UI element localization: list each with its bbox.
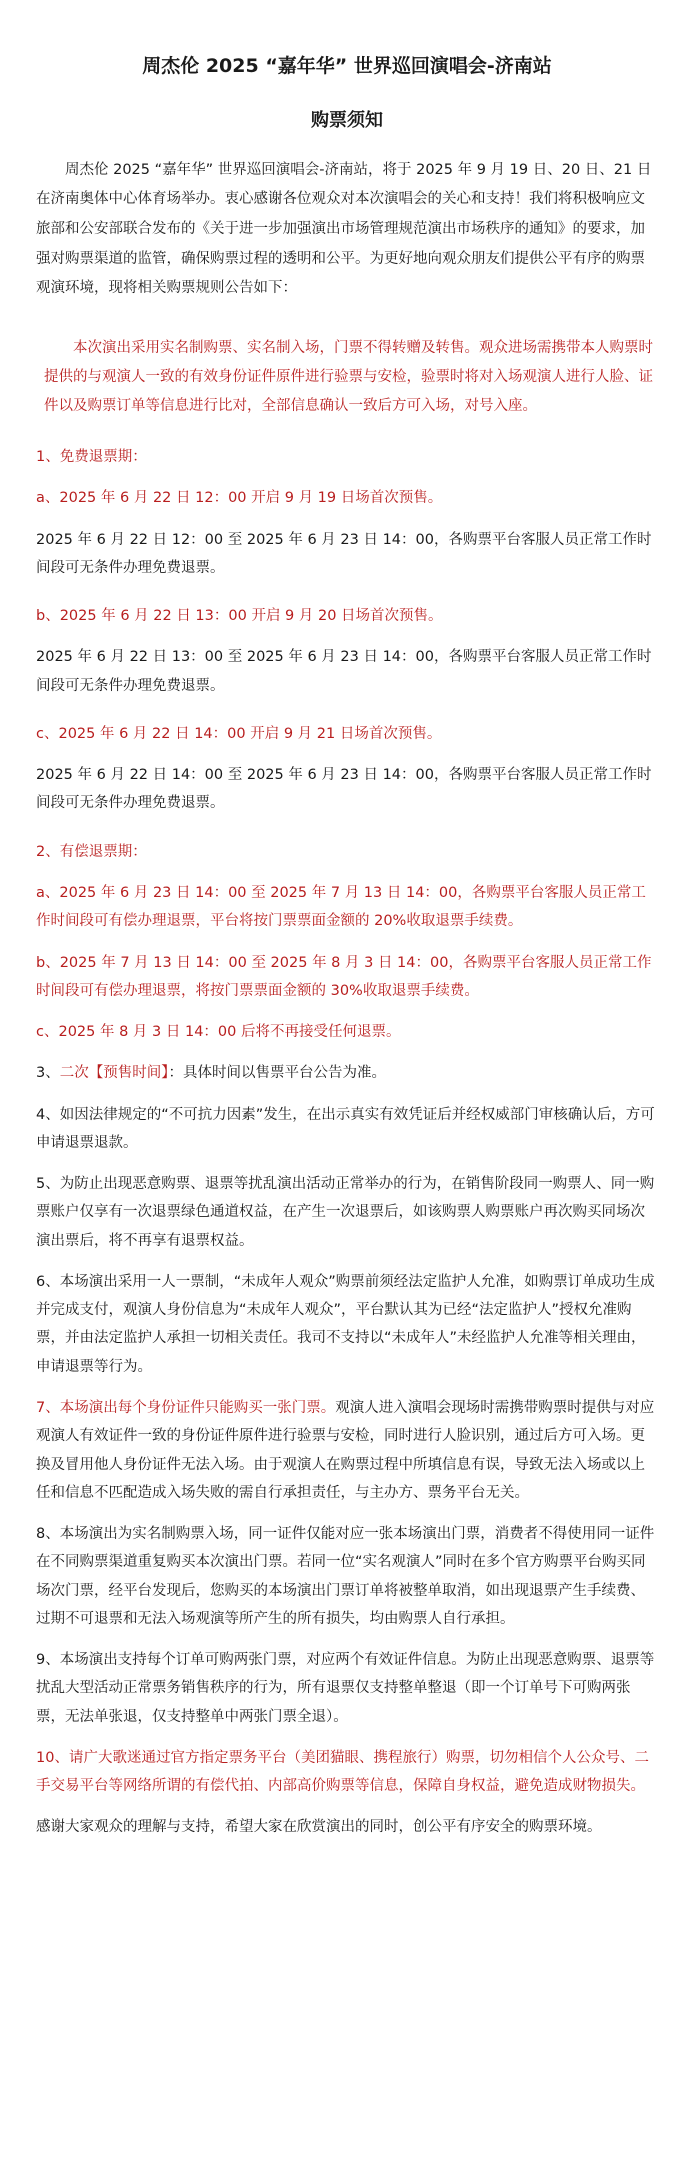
page-title: 周杰伦 2025 “嘉年华” 世界巡回演唱会-济南站 — [142, 55, 552, 77]
section-1-title: 1、免费退票期： — [36, 449, 147, 466]
section-10: 10、请广大歌迷通过官方指定票务平台（美团猫眼、携程旅行）购票，切勿相信个人公众号、二手交易平台等网络所谓的有偿代拍、内部高价购票等信息，保障自身权益，避免造成财物损失。 — [36, 1749, 649, 1795]
section-1c-body: 2025 年 6 月 22 日 14：00 至 2025 年 6 月 23 日 14：00，各购票平台客服人员正常工作时间段可无条件办理免费退票。 — [36, 767, 652, 812]
intro-paragraph: 周杰伦 2025 “嘉年华” 世界巡回演唱会-济南站，将于 2025 年 9 月 19 日、20 日、21 日在济南奥体中心体育场举办。衷心感谢各位观众对本次演唱会的关心和支持！我们将积极响应文旅部和公安部联合发布的《关于进一步加强演出市场管理规范演出市场秩序的通知》的要求，加强对购票渠道的监管，确保购票过程的透明和公平。为更好地向观众朋友们提供公平有序的购票观演环境，现将相关购票规则公告如下： — [36, 161, 652, 297]
section-2a: a、2025 年 6 月 23 日 14：00 至 2025 年 7 月 13 日 14：00，各购票平台客服人员正常工作时间段可有偿办理退票，平台将按门票票面金额的 20%收取退票手续费。 — [36, 885, 646, 930]
section-1a-title: a、2025 年 6 月 22 日 12：00 开启 9 月 19 日场首次预售。 — [36, 490, 443, 507]
section-3-rest: ：具体时间以售票平台公告为准。 — [168, 1065, 386, 1082]
page-subtitle: 购票须知 — [311, 109, 383, 131]
section-9: 9、本场演出支持每个订单可购两张门票，对应两个有效证件信息。为防止出现恶意购票、退票等扰乱大型活动正常票务销售秩序的行为，所有退票仅支持整单整退（即一个订单号下可购两张票，无法单张退，仅支持整单中两张门票全退）。 — [36, 1652, 655, 1725]
real-name-notice: 本次演出采用实名制购票、实名制入场，门票不得转赠及转售。观众进场需携带本人购票时提供的与观演人一致的有效身份证件原件进行验票与安检，验票时将对入场观演人进行人脸、证件以及购票订单等信息进行比对，全部信息确认一致后方可入场，对号入座。 — [44, 340, 653, 415]
section-4: 4、如因法律规定的“不可抗力因素”发生，在出示真实有效凭证后并经权威部门审核确认后，方可申请退票退款。 — [36, 1106, 655, 1151]
section-7-rest: 观演人进入演唱会现场时需携带购票时提供与对应观演人有效证件一致的身份证件原件进行验票与安检，同时进行人脸识别，通过后方可入场。更换及冒用他人身份证件无法入场。由于观演人在购票过程中所填信息有误，导致无法入场或以上任和信息不匹配造成入场失败的需自行承担责任，与主办方、票务平台无关。 — [36, 1400, 655, 1501]
section-2-title: 2、有偿退票期： — [36, 843, 147, 860]
section-2c: c、2025 年 8 月 3 日 14：00 后将不再接受任何退票。 — [36, 1024, 401, 1041]
section-3 — [36, 1059, 658, 1087]
section-2b: b、2025 年 7 月 13 日 14：00 至 2025 年 8 月 3 日 14：00，各购票平台客服人员正常工作时间段可有偿办理退票，将按门票票面金额的 30%收取退票手续费。 — [36, 954, 652, 999]
section-5: 5、为防止出现恶意购票、退票等扰乱演出活动正常举办的行为，在销售阶段同一购票人、同一购票账户仅享有一次退票绿色通道权益，在产生一次退票后，如该购票人购票账户再次购买同场次演出票后，将不再享有退票权益。 — [36, 1176, 655, 1249]
section-3-prefix: 3、 — [36, 1065, 60, 1082]
section-7 — [36, 1394, 658, 1507]
section-7-highlight: 7、本场演出每个身份证件只能购买一张门票。 — [36, 1400, 336, 1416]
section-1a-body: 2025 年 6 月 22 日 12：00 至 2025 年 6 月 23 日 14：00，各购票平台客服人员正常工作时间段可无条件办理免费退票。 — [36, 531, 652, 576]
section-3-highlight: 二次【预售时间】 — [59, 1065, 169, 1082]
closing-text: 感谢大家观众的理解与支持，希望大家在欣赏演出的同时，创公平有序安全的购票环境。 — [36, 1819, 602, 1836]
section-1b-body: 2025 年 6 月 22 日 13：00 至 2025 年 6 月 23 日 14：00，各购票平台客服人员正常工作时间段可无条件办理免费退票。 — [36, 649, 652, 694]
section-6: 6、本场演出采用一人一票制，“未成年人观众”购票前须经法定监护人允准，如购票订单成功生成并完成支付，观演人身份信息为“未成年人观众”，平台默认其为已经“法定监护人”授权允准购票，并由法定监护人承担一切相关责任。我司不支持以“未成年人”未经监护人允准等相关理由，申请退票等行为。 — [36, 1273, 655, 1375]
section-1c-title: c、2025 年 6 月 22 日 14：00 开启 9 月 21 日场首次预售。 — [36, 725, 442, 742]
section-8: 8、本场演出为实名制购票入场，同一证件仅能对应一张本场演出门票，消费者不得使用同一证件在不同购票渠道重复购买本次演出门票。若同一位“实名观演人”同时在多个官方购票平台购买同场次门票，经平台发现后，您购买的本场演出门票订单将被整单取消，如出现退票产生手续费、过期不可退票和无法入场观演等所产生的所有损失，均由购票人自行承担。 — [36, 1526, 655, 1627]
section-1b-title: b、2025 年 6 月 22 日 13：00 开启 9 月 20 日场首次预售。 — [36, 608, 443, 625]
